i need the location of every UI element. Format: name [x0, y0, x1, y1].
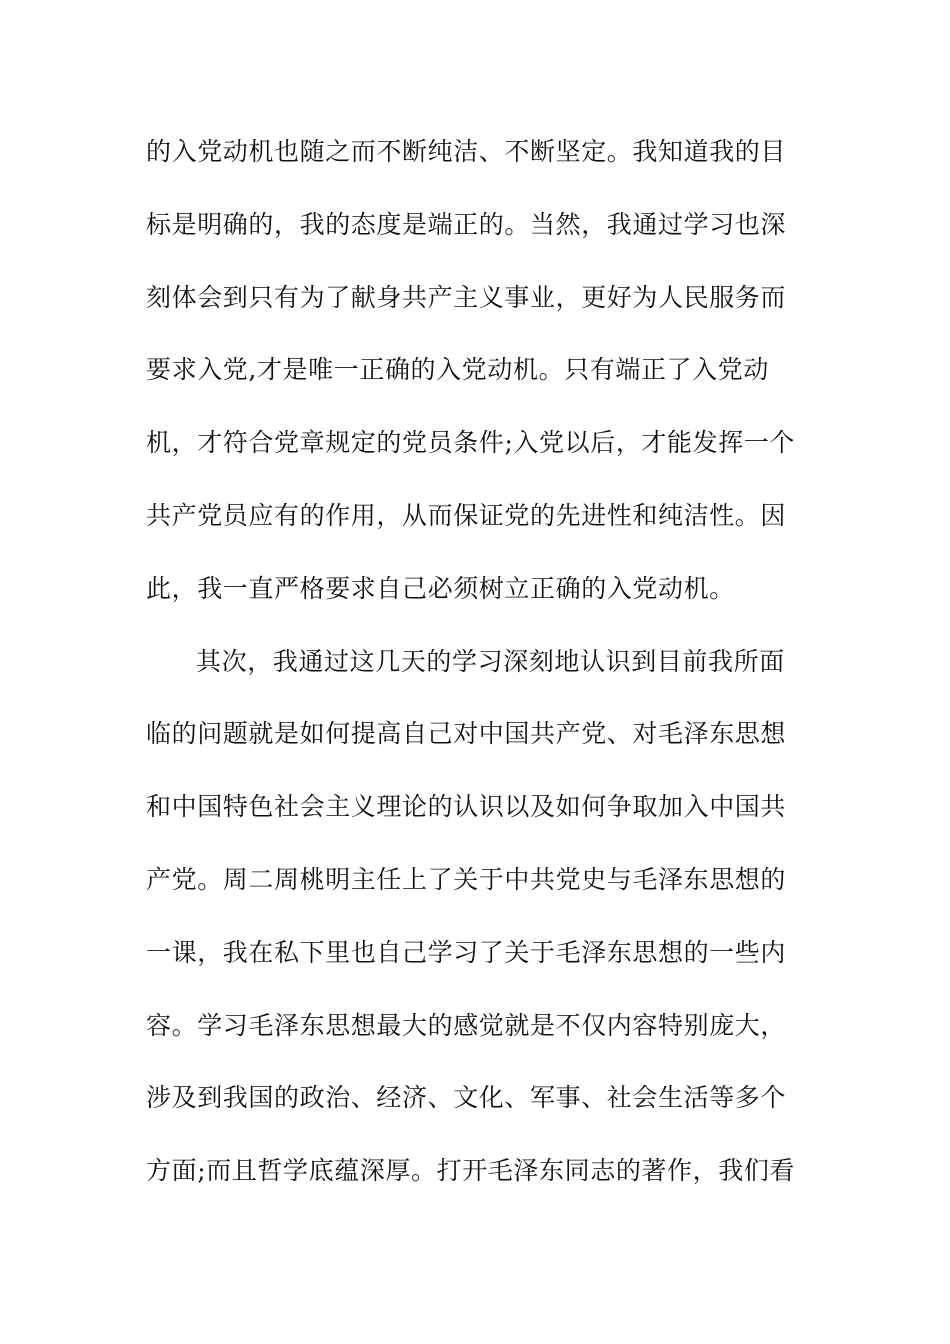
text-line: 容。学习毛泽东思想最大的感觉就是不仅内容特别庞大， [146, 1010, 787, 1040]
body-text [146, 128, 806, 1220]
text-line: 此，我一直严格要求自己必须树立正确的入党动机。 [146, 573, 735, 603]
text-line: 临的问题就是如何提高自己对中国共产党、对毛泽东思想 [146, 719, 787, 749]
text-line: 一课，我在私下里也自己学习了关于毛泽东思想的一些内 [146, 937, 787, 967]
text-line: 的入党动机也随之而不断纯洁、不断坚定。我知道我的目 [146, 137, 787, 166]
text-line: 产党。周二周桃明主任上了关于中共党史与毛泽东思想的 [146, 864, 787, 894]
text-line: 标是明确的，我的态度是端正的。当然，我通过学习也深 [146, 209, 787, 239]
text-line: 共产党员应有的作用，从而保证党的先进性和纯洁性。因 [146, 500, 787, 530]
text-line: 机，才符合党章规定的党员条件;入党以后，才能发挥一个 [146, 428, 796, 458]
text-line: 方面;而且哲学底蕴深厚。打开毛泽东同志的著作，我们看 [146, 1156, 796, 1186]
text-line: 涉及到我国的政治、经济、文化、军事、社会生活等多个 [146, 1083, 787, 1113]
text-line: 刻体会到只有为了献身共产主义事业，更好为人民服务而 [146, 282, 787, 312]
paragraph-first-line: 其次，我通过这几天的学习深刻地认识到目前我所面 [196, 646, 785, 676]
text-line: 和中国特色社会主义理论的认识以及如何争取加入中国共 [146, 792, 787, 822]
text-line: 要求入党,才是唯一正确的入党动机。只有端正了入党动 [146, 355, 769, 385]
